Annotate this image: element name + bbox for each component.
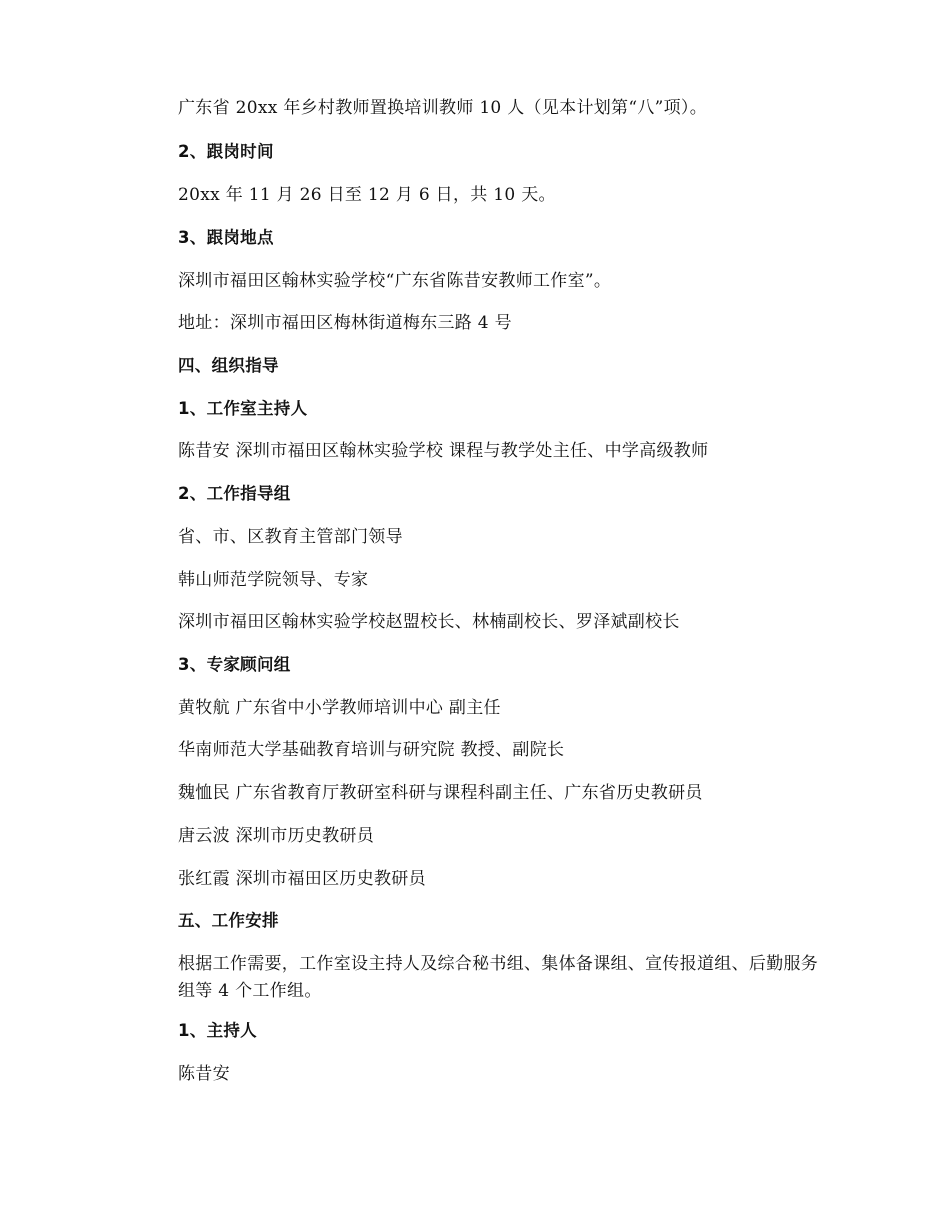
paragraph-expert-1: 黄牧航 广东省中小学教师培训中心 副主任 bbox=[178, 698, 501, 718]
paragraph-guidance-3: 深圳市福田区翰林实验学校赵盟校长、林楠副校长、罗泽斌副校长 bbox=[178, 612, 680, 632]
paragraph-host: 陈昔安 深圳市福田区翰林实验学校 课程与教学处主任、中学高级教师 bbox=[178, 441, 709, 461]
paragraph-expert-2: 华南师范大学基础教育培训与研究院 教授、副院长 bbox=[178, 740, 565, 760]
heading-guidance-group: 2、工作指导组 bbox=[178, 484, 291, 503]
heading-host: 1、工作室主持人 bbox=[178, 399, 308, 418]
heading-location: 3、跟岗地点 bbox=[178, 228, 274, 247]
paragraph-expert-4: 唐云波 深圳市历史教研员 bbox=[178, 826, 375, 846]
paragraph-host-name: 陈昔安 bbox=[178, 1064, 230, 1084]
heading-schedule: 2、跟岗时间 bbox=[178, 142, 274, 161]
paragraph-work-arrangement-text: 根据工作需要，工作室设主持人及综合秘书组、集体备课组、宣传报道组、后勤服务组等 4 个工作组。 bbox=[178, 954, 819, 1001]
paragraph-expert-5: 张红霞 深圳市福田区历史教研员 bbox=[178, 869, 426, 889]
paragraph-schedule: 20xx 年 11 月 26 日至 12 月 6 日，共 10 天。 bbox=[178, 185, 556, 205]
heading-organization: 四、组织指导 bbox=[178, 356, 279, 375]
paragraph-address: 地址：深圳市福田区梅林街道梅东三路 4 号 bbox=[178, 313, 512, 333]
heading-host-role: 1、主持人 bbox=[178, 1021, 257, 1040]
heading-work-arrangement: 五、工作安排 bbox=[178, 911, 279, 930]
paragraph-guidance-1: 省、市、区教育主管部门领导 bbox=[178, 527, 403, 547]
heading-expert-group: 3、专家顾问组 bbox=[178, 655, 291, 674]
paragraph-guidance-2: 韩山师范学院领导、专家 bbox=[178, 570, 369, 590]
paragraph-trainees: 广东省 20xx 年乡村教师置换培训教师 10 人（见本计划第“八”项）。 bbox=[178, 98, 708, 118]
paragraph-work-arrangement bbox=[178, 951, 820, 1005]
paragraph-location: 深圳市福田区翰林实验学校“广东省陈昔安教师工作室”。 bbox=[178, 271, 612, 291]
paragraph-expert-3: 魏恤民 广东省教育厅教研室科研与课程科副主任、广东省历史教研员 bbox=[178, 783, 703, 803]
